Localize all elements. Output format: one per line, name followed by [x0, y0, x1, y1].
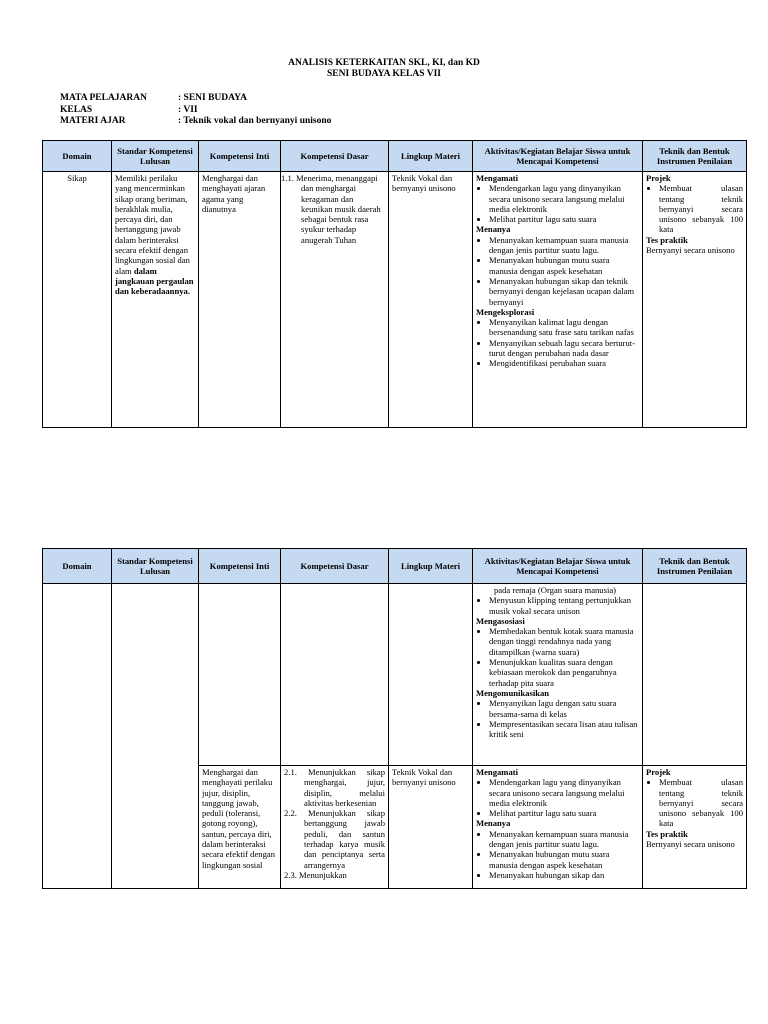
col-header-domain: Domain	[43, 549, 112, 584]
table-header-row	[43, 549, 747, 584]
ki-cell: Menghargai dan menghayati perilaku jujur, disiplin, tanggung jawab, peduli (toleransi, gotong royong), santun, percaya diri, dalam berinteraksi secara efektif dengan lingkungan sosial	[199, 766, 281, 889]
list-item: • Menanyakan hubungan mutu suara manusia dengan aspek kesehatan	[489, 255, 639, 276]
kd-item: 2.1. Menunjukkan sikap menghargai, jujur, disiplin, melalui aktivitas berkesenian	[284, 767, 385, 808]
skl-text: Memiliki perilaku yang mencerminkan sikap orang beriman, berakhlak mulia, percaya diri, dan bertanggung jawab dalam berinteraksi secara efektif dengan lingkungan sosial dan alam	[115, 173, 190, 276]
table-row	[43, 172, 747, 428]
list-item: • Mengidentifikasi perubahan suara	[489, 358, 639, 368]
list-item: • Menanyakan kemampuan suara manusia dengan jenis partitur suatu lagu.	[489, 235, 639, 256]
projek-heading: Projek	[646, 173, 671, 183]
activity-heading: Mengeksplorasi	[476, 306, 535, 317]
list-item: • Menanyakan kemampuan suara manusia dengan jenis partitur suatu lagu.	[489, 829, 639, 850]
materi-cell	[389, 584, 473, 766]
materi-cell: Teknik Vokal dan bernyanyi unisono	[389, 766, 473, 889]
activity-list	[476, 317, 639, 368]
col-header-skl: Standar Kompetensi Lulusan	[112, 549, 199, 584]
skl-bold-text: dalam jangkauan pergaulan dan keberadaannya.	[115, 265, 194, 297]
kd-item: 2.2. Menunjukkan sikap bertanggung jawab peduli, dan santun terhadap karya musik dan penciptanya serta arrangernya	[284, 808, 385, 870]
activity-heading: Mengamati	[476, 173, 519, 183]
tes-text: Bernyanyi secara unisono	[646, 245, 735, 256]
meta-value: : Teknik vokal dan bernyanyi unisono	[178, 116, 332, 126]
list-item: • Menanyakan hubungan sikap dan	[489, 870, 639, 880]
skl-cell	[112, 584, 199, 889]
teknik-cell	[643, 172, 747, 428]
teknik-cell	[643, 766, 747, 889]
kd-cell	[281, 766, 389, 889]
col-header-aktivitas: Aktivitas/Kegiatan Belajar Siswa untuk Mencapai Kompetensi	[473, 549, 643, 584]
list-item: • Melihat partitur lagu satu suara	[489, 214, 639, 224]
materi-cell: Teknik Vokal dan bernyanyi unisono	[389, 172, 473, 428]
activity-heading: Mengamati	[476, 767, 519, 777]
projek-list	[646, 777, 743, 828]
list-item: • Mendengarkan lagu yang dinyanyikan secara unisono secara langsung melalui media elektronik	[489, 777, 639, 808]
list-item: • Melihat partitur lagu satu suara	[489, 808, 639, 818]
meta-value: : VII	[178, 105, 198, 115]
activity-list	[476, 183, 639, 224]
activity-list	[476, 235, 639, 307]
list-item: • Mendengarkan lagu yang dinyanyikan secara unisono secara langsung melalui media elektronik	[489, 183, 639, 214]
list-item: • Membedakan bentuk kotak suara manusia dengan tinggi rendahnya nada yang ditampilkan (warna suara)	[489, 626, 639, 657]
col-header-teknik: Teknik dan Bentuk Instrumen Penilaian	[643, 141, 747, 172]
list-item: • Mempresentasikan secara lisan atau tulisan kritik seni	[489, 719, 639, 740]
activity-heading: Menanya	[476, 224, 511, 235]
col-header-ki: Kompetensi Inti	[199, 549, 281, 584]
kd-cell	[281, 584, 389, 766]
activity-list	[476, 829, 639, 880]
teknik-cell	[643, 584, 747, 766]
activity-heading: Mengasosiasi	[476, 615, 525, 626]
col-header-kd: Kompetensi Dasar	[281, 141, 389, 172]
tes-heading: Tes praktik	[646, 234, 688, 245]
kd-cell: 1.1. Menerima, menanggapi dan menghargai keragaman dan keunikan musik daerah sebagai bentuk rasa syukur terhadap anugerah Tuhan	[281, 172, 389, 428]
table-header-row	[43, 141, 747, 172]
meta-label: MATA PELAJARAN	[60, 93, 147, 103]
activity-list	[476, 698, 639, 739]
activity-heading: Menanya	[476, 818, 511, 829]
document-subtitle: SENI BUDAYA KELAS VII	[327, 69, 441, 79]
kd-item: 2.3. Menunjukkan	[284, 869, 347, 880]
col-header-ki: Kompetensi Inti	[199, 141, 281, 172]
analysis-table-2	[42, 548, 747, 889]
meta-label: KELAS	[60, 105, 93, 115]
projek-list	[646, 183, 743, 234]
list-item: • Menunjukkan kualitas suara dengan kebiasaan merokok dan pengaruhnya terhadap pita suara	[489, 657, 639, 688]
list-item: • Menyanyikan kalimat lagu dengan bersenandung satu frase satu tarikan nafas	[489, 317, 639, 338]
analysis-table-1	[42, 140, 747, 428]
document-title: ANALISIS KETERKAITAN SKL, KI, dan KD	[288, 58, 480, 68]
table-row	[43, 584, 747, 766]
meta-label: MATERI AJAR	[60, 116, 126, 126]
col-header-kd: Kompetensi Dasar	[281, 549, 389, 584]
domain-cell: Sikap	[43, 172, 112, 428]
col-header-aktivitas: Aktivitas/Kegiatan Belajar Siswa untuk Mencapai Kompetensi	[473, 141, 643, 172]
tes-heading: Tes praktik	[646, 828, 688, 839]
list-item: • Menanyakan hubungan sikap dan teknik bernyanyi dengan kejelasan ucapan dalam bernyanyi	[489, 276, 639, 307]
col-header-domain: Domain	[43, 141, 112, 172]
col-header-skl: Standar Kompetensi Lulusan	[112, 141, 199, 172]
ki-cell	[199, 584, 281, 766]
meta-value: : SENI BUDAYA	[178, 93, 247, 103]
list-item: • Membuat ulasan tentang teknik bernyanyi secara unisono sebanyak 100 kata	[659, 183, 743, 234]
list-item: • Membuat ulasan tentang teknik bernyanyi secara unisono sebanyak 100 kata	[659, 777, 743, 828]
aktivitas-cell	[473, 766, 643, 889]
tes-text: Bernyanyi secara unisono	[646, 839, 735, 850]
list-item: • Menyanyikan sebuah lagu secara berturut-turut dengan perubahan nada dasar	[489, 338, 639, 359]
aktivitas-cell	[473, 584, 643, 766]
activity-list	[476, 595, 639, 616]
activity-continued-text: pada remaja (Organ suara manusia)	[494, 585, 617, 595]
list-item: • Menyanyikan lagu dengan satu suara bersama-sama di kelas	[489, 698, 639, 719]
col-header-materi: Lingkup Materi	[389, 141, 473, 172]
activity-heading: Mengomunikasikan	[476, 687, 550, 698]
list-item: • Menyusun klipping tentang pertunjukkan musik vokal secara unison	[489, 595, 639, 616]
ki-cell: Menghargai dan menghayati ajaran agama yang dianutnya	[199, 172, 281, 428]
skl-cell	[112, 172, 199, 428]
projek-heading: Projek	[646, 767, 671, 777]
activity-list	[476, 626, 639, 688]
activity-list	[476, 777, 639, 818]
col-header-teknik: Teknik dan Bentuk Instrumen Penilaian	[643, 549, 747, 584]
domain-cell	[43, 584, 112, 889]
aktivitas-cell	[473, 172, 643, 428]
list-item: • Menanyakan hubungan mutu suara manusia dengan aspek kesehatan	[489, 849, 639, 870]
col-header-materi: Lingkup Materi	[389, 549, 473, 584]
